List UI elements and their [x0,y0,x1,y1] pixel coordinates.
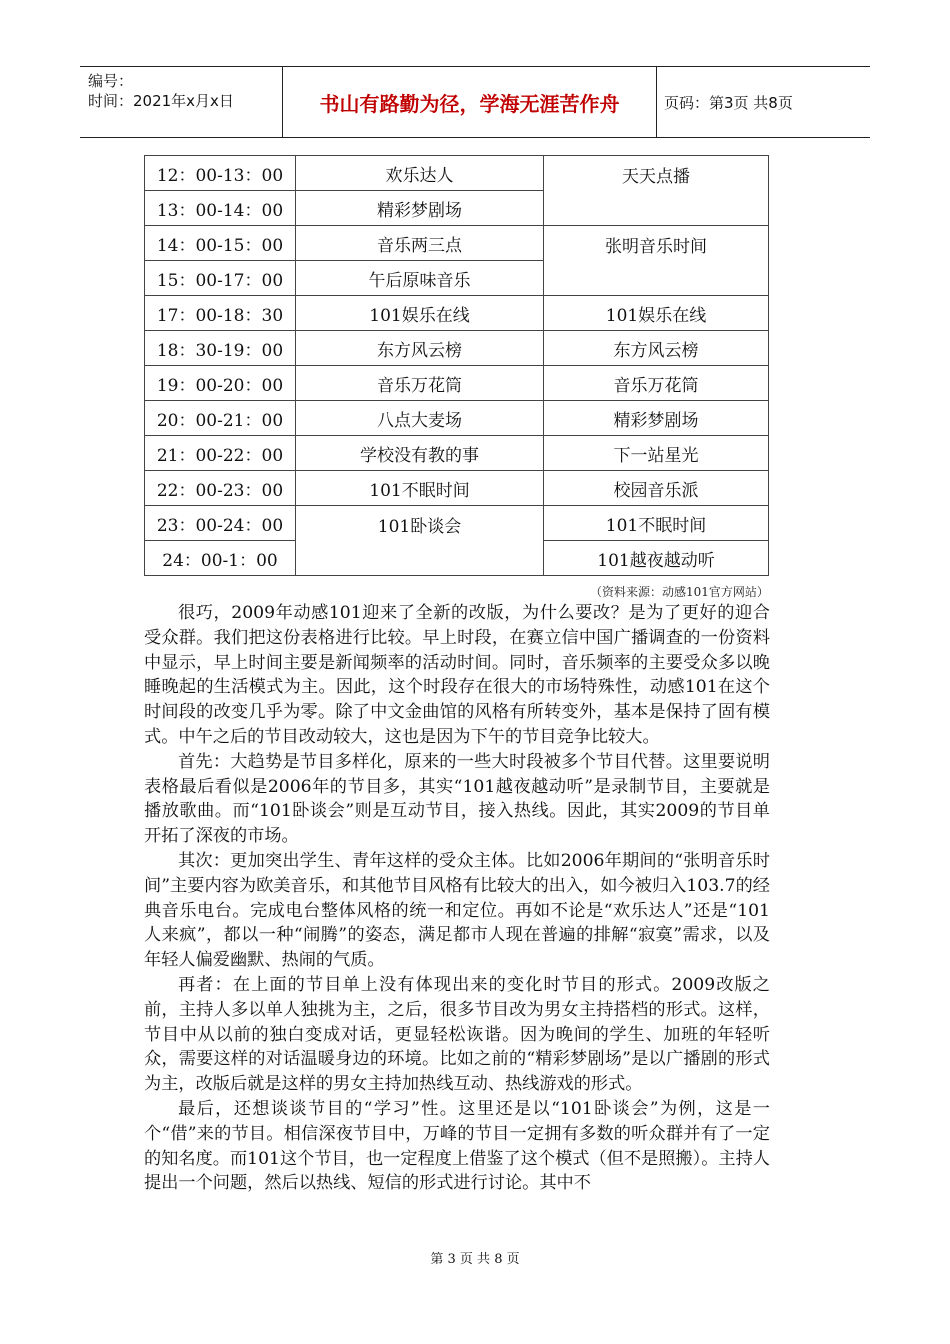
time-cell: 19：00-20：00 [145,366,296,401]
table-row [145,296,769,331]
program-2006-cell: 101不眠时间 [544,506,769,541]
page-footer: 第 3 页 共 8 页 [430,1252,520,1267]
program-2009-cell: 精彩梦剧场 [296,191,544,226]
program-2009-cell: 午后原味音乐 [296,261,544,296]
program-2009-cell: 东方风云榜 [296,331,544,366]
program-2006-cell: 张明音乐时间 [544,226,769,296]
table-row [145,436,769,471]
paragraph: 再者：在上面的节目单上没有体现出来的变化时节目的形式。2009改版之前，主持人多以单人独挑为主，之后，很多节目改为男女主持搭档的形式。这样，节目中从以前的独白变成对话，更显轻松诙谐。因为晚间的学生、加班的年轻听众，需要这样的对话温暖身边的环境。比如之前的“精彩梦剧场”是以广播剧的形式为主，改版后就是这样的男女主持加热线互动、热线游戏的形式。 [144,974,770,1095]
time-cell: 13：00-14：00 [145,191,296,226]
program-2006-cell: 校园音乐派 [544,471,769,506]
table-row [145,226,769,261]
program-2009-cell: 101娱乐在线 [296,296,544,331]
time-cell: 12：00-13：00 [145,156,296,191]
table-row [145,471,769,506]
table-row [145,366,769,401]
header-meta [80,67,283,137]
time-cell: 18：30-19：00 [145,331,296,366]
page-header [80,66,870,138]
header-page-info: 页码：第3页 共8页 [664,93,793,112]
time-cell: 20：00-21：00 [145,401,296,436]
program-2006-cell: 东方风云榜 [544,331,769,366]
time-cell: 22：00-23：00 [145,471,296,506]
table-row [145,156,769,191]
time-cell: 17：00-18：30 [145,296,296,331]
program-2009-cell: 八点大麦场 [296,401,544,436]
program-2009-cell: 101不眠时间 [296,471,544,506]
program-2009-cell: 欢乐达人 [296,156,544,191]
program-2009-cell: 学校没有教的事 [296,436,544,471]
paragraph: 很巧，2009年动感101迎来了全新的改版，为什么要改？是为了更好的迎合受众群。我们把这份表格进行比较。早上时段，在赛立信中国广播调查的一份资料中显示，早上时间主要是新闻频率的活动时间。同时，音乐频率的主要受众多以晚睡晚起的生活模式为主。因此，这个时段存在很大的市场特殊性，动感101在这个时间段的改变几乎为零。除了中文金曲馆的风格有所转变外，基本是保持了固有模式。中午之后的节目改动较大，这也是因为下午的节目竞争比较大。 [144,603,770,747]
program-2006-cell: 精彩梦剧场 [544,401,769,436]
time-cell: 21：00-22：00 [145,436,296,471]
source-note: （资料来源：动感101官方网站） [590,585,769,599]
program-2009-cell: 音乐万花筒 [296,366,544,401]
schedule-table [144,155,769,576]
program-2009-cell: 音乐两三点 [296,226,544,261]
program-2006-cell: 音乐万花筒 [544,366,769,401]
paragraph: 首先：大趋势是节目多样化，原来的一些大时段被多个节目代替。这里要说明表格最后看似是2006年的节目多，其实“101越夜越动听”是录制节目，主要就是播放歌曲。而“101卧谈会”则是互动节目，接入热线。因此，其实2009的节目单开拓了深夜的市场。 [144,751,770,847]
program-2006-cell: 101娱乐在线 [544,296,769,331]
program-2009-cell: 101卧谈会 [296,506,544,576]
program-2006-cell: 101越夜越动听 [544,541,769,576]
table-row [145,506,769,541]
time-cell: 14：00-15：00 [145,226,296,261]
time-cell: 23：00-24：00 [145,506,296,541]
body-text [144,601,770,1196]
program-2006-cell: 下一站星光 [544,436,769,471]
paragraph: 其次：更加突出学生、青年这样的受众主体。比如2006年期间的“张明音乐时间”主要内容为欧美音乐，和其他节目风格有比较大的出入，如今被归入103.7的经典音乐电台。完成电台整体风格的统一和定位。再如不论是“欢乐达人”还是“101人来疯”，都以一种“闹腾”的姿态，满足都市人现在普遍的排解“寂寞”需求，以及年轻人偏爱幽默、热闹的气质。 [144,850,770,971]
time-cell: 24：00-1：00 [145,541,296,576]
paragraph: 最后，还想谈谈节目的“学习”性。这里还是以“101卧谈会”为例，这是一个“借”来的节目。相信深夜节目中，万峰的节目一定拥有多数的听众群并有了一定的知名度。而101这个节目，也一定程度上借鉴了这个模式（但不是照搬）。主持人提出一个问题，然后以热线、短信的形式进行讨论。其中不 [144,1098,770,1194]
program-2006-cell: 天天点播 [544,156,769,226]
header-time: 时间：2021年x月x日 [88,92,234,110]
table-row [145,331,769,366]
header-motto: 书山有路勤为径，学海无涯苦作舟 [283,67,657,137]
header-number: 编号： [88,72,134,90]
table-row [145,401,769,436]
time-cell: 15：00-17：00 [145,261,296,296]
